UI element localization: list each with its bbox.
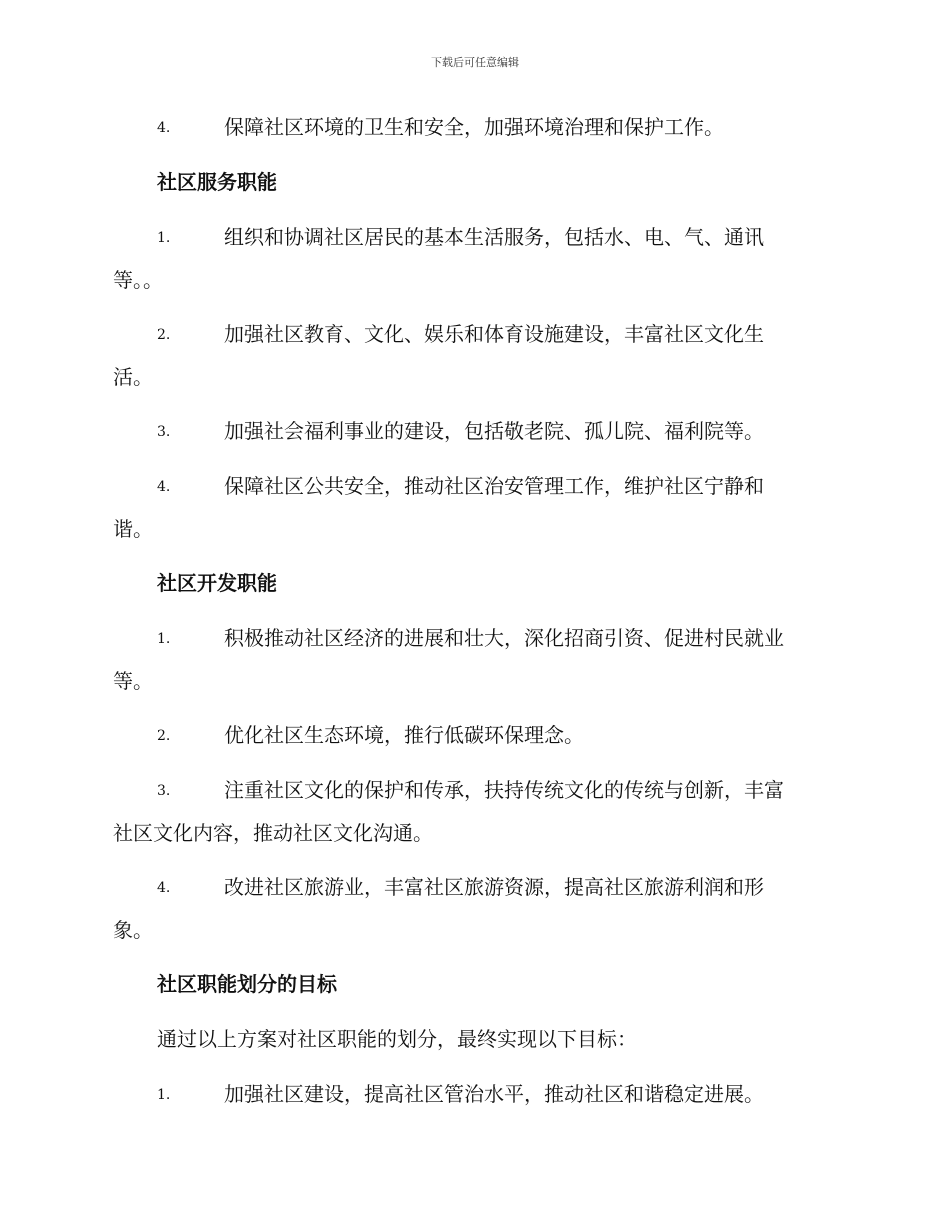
list-item-number: 1. <box>157 631 171 647</box>
list-item-number: 1. <box>157 230 171 246</box>
list-item-number: 3. <box>157 783 171 799</box>
list-item-text: 保障社区环境的卫生和安全，加强环境治理和保护工作。 <box>224 115 724 139</box>
list-item-text: 注重社区文化的保护和传承，扶持传统文化的传统与创新，丰富 <box>224 778 784 802</box>
list-item-text: 加强社会福利事业的建设，包括敬老院、孤儿院、福利院等。 <box>224 419 764 443</box>
list-item-text-continued: 活。 <box>113 365 153 389</box>
list-item-text: 加强社区建设，提高社区管治水平，推动社区和谐稳定进展。 <box>224 1082 764 1106</box>
section-heading-goals: 社区职能划分的目标 <box>157 972 337 996</box>
page-header: 下载后可任意编辑 <box>431 56 519 69</box>
list-item-number: 3. <box>157 424 171 440</box>
list-item-text-continued: 象。 <box>113 918 153 942</box>
list-item-number: 4. <box>157 120 171 136</box>
section-heading-service: 社区服务职能 <box>157 170 277 194</box>
list-item-number: 2. <box>157 327 171 343</box>
list-item-text: 组织和协调社区居民的基本生活服务，包括水、电、气、通讯 <box>224 225 764 249</box>
list-item-number: 1. <box>157 1087 171 1103</box>
list-item-text-continued: 等。 <box>113 669 153 693</box>
list-item-number: 4. <box>157 880 171 896</box>
section-heading-development: 社区开发职能 <box>157 571 277 595</box>
list-item-text: 改进社区旅游业，丰富社区旅游资源，提高社区旅游利润和形 <box>224 875 764 899</box>
list-item-number: 4. <box>157 479 171 495</box>
list-item-text: 加强社区教育、文化、娱乐和体育设施建设，丰富社区文化生 <box>224 322 764 346</box>
list-item-text-continued: 等。。 <box>113 268 163 292</box>
list-item-text-continued: 谐。 <box>113 517 153 541</box>
list-item-text: 积极推动社区经济的进展和壮大，深化招商引资、促进村民就业 <box>224 626 784 650</box>
list-item-text-continued: 社区文化内容，推动社区文化沟通。 <box>113 821 433 845</box>
list-item-text: 保障社区公共安全，推动社区治安管理工作，维护社区宁静和 <box>224 474 764 498</box>
list-item-text: 优化社区生态环境，推行低碳环保理念。 <box>224 723 584 747</box>
list-item-number: 2. <box>157 728 171 744</box>
paragraph-text: 通过以上方案对社区职能的划分，最终实现以下目标： <box>157 1027 637 1051</box>
